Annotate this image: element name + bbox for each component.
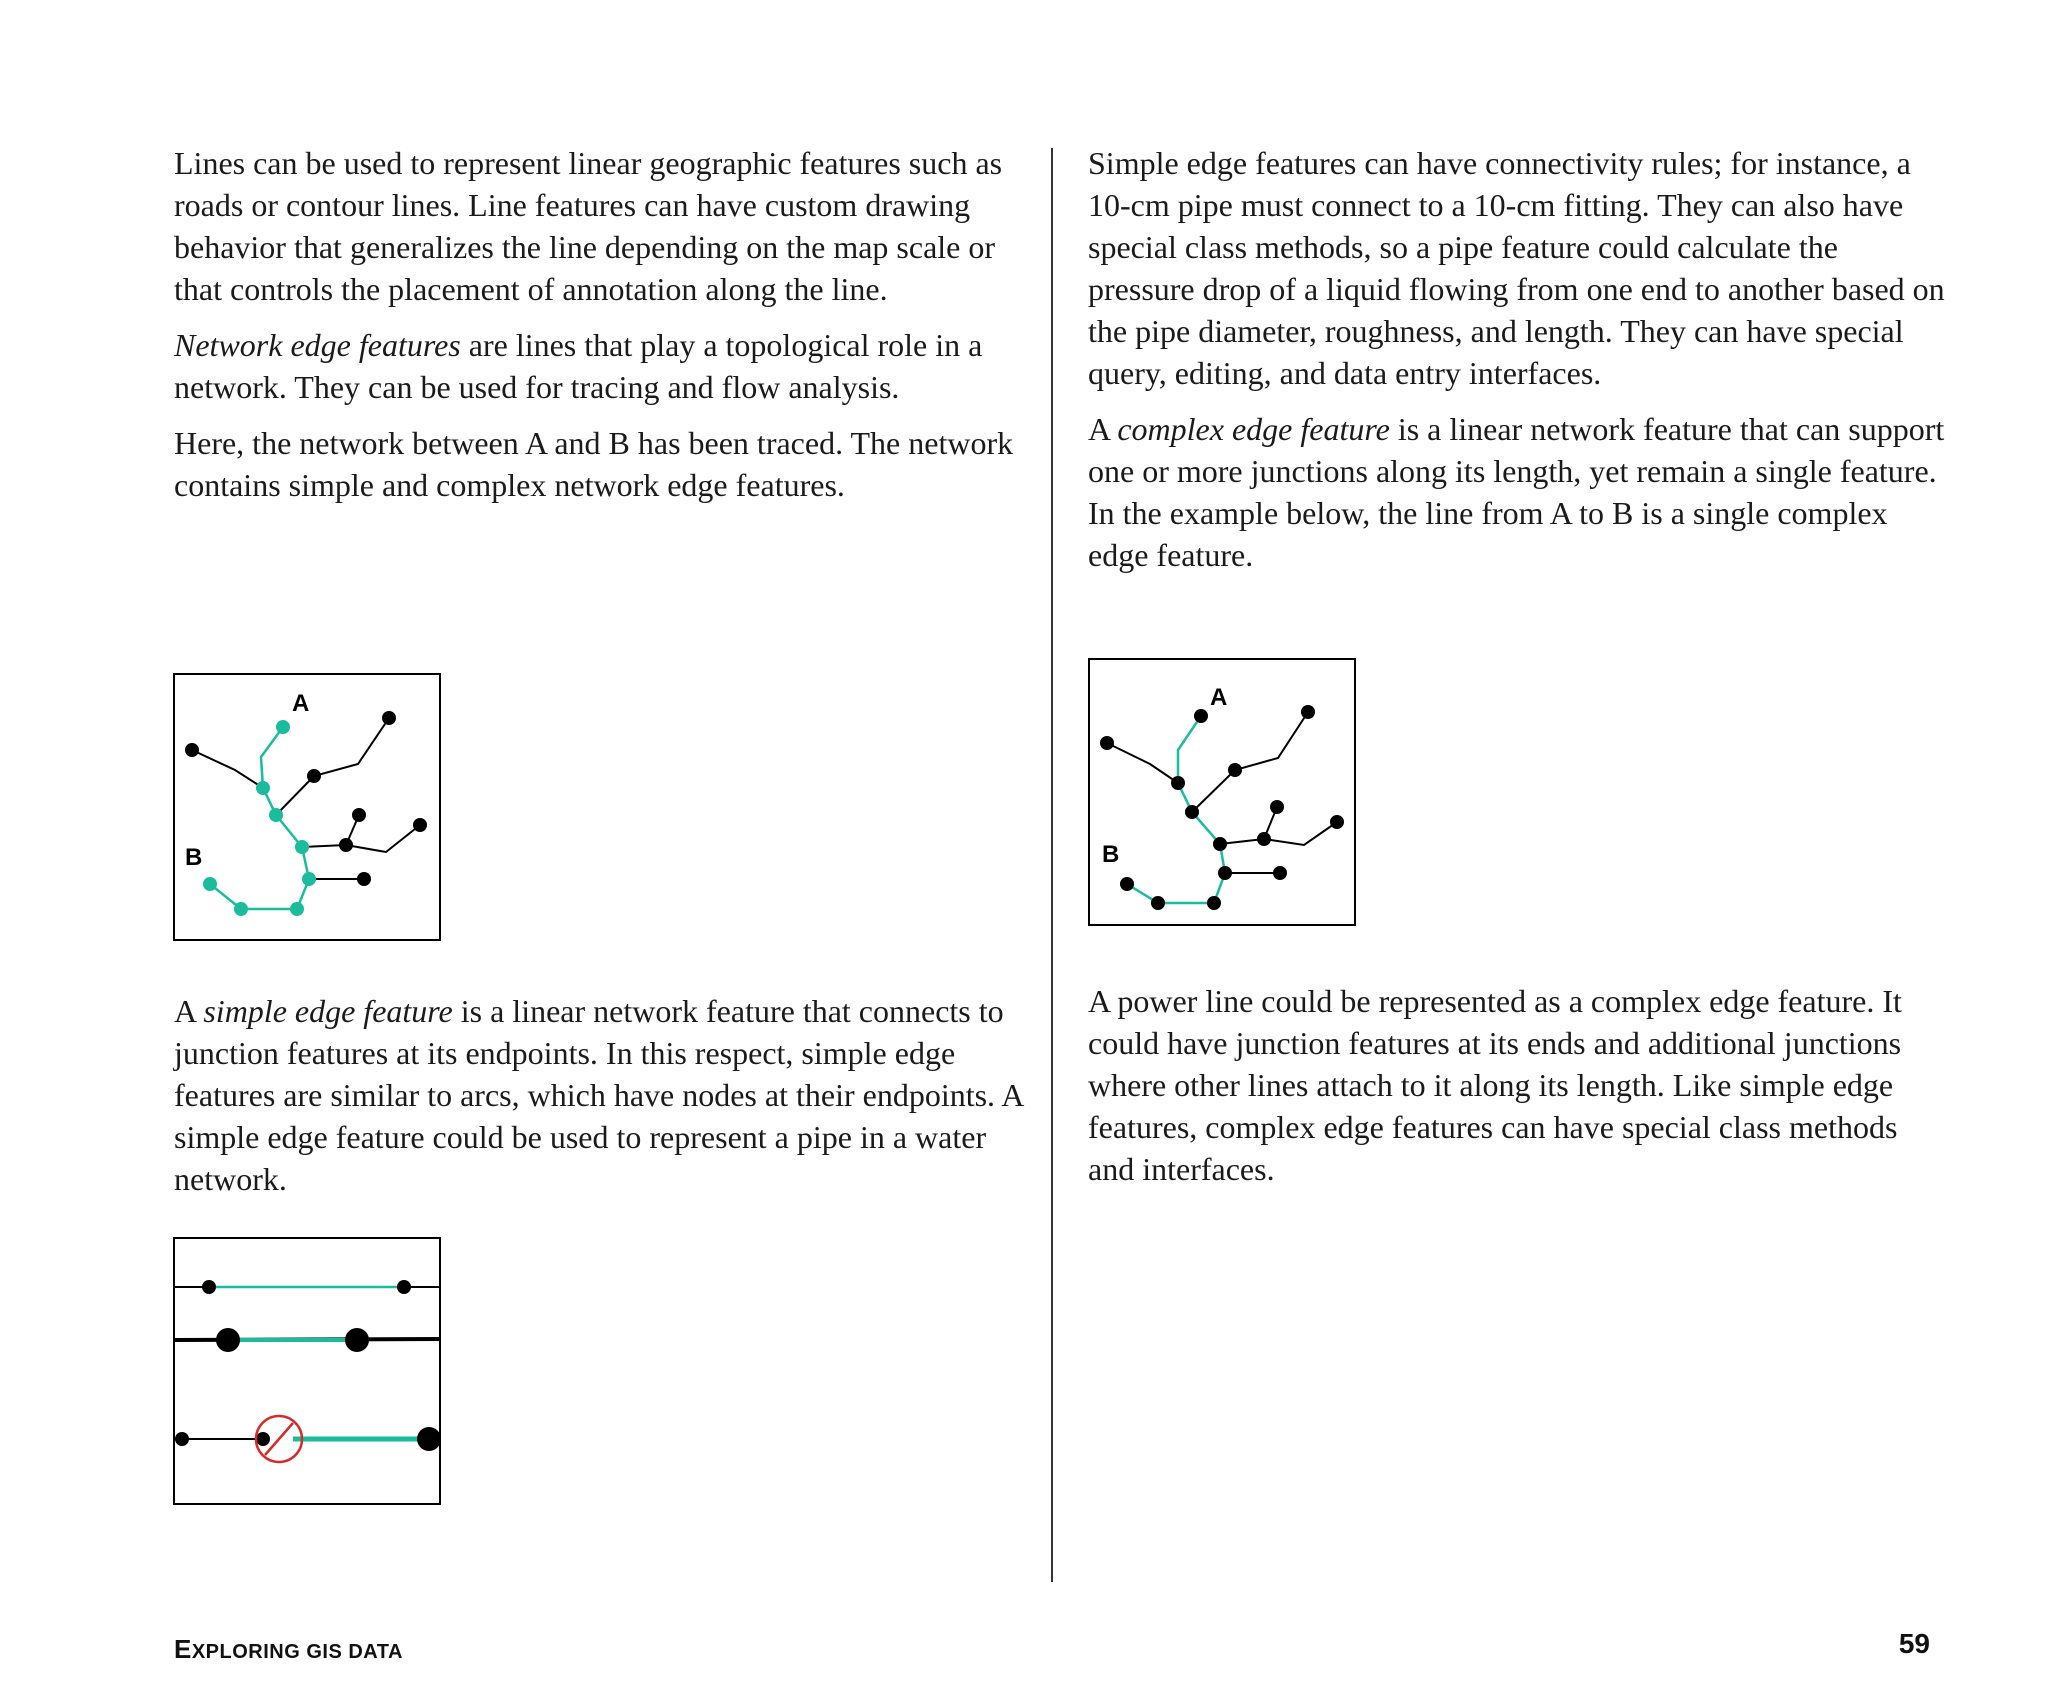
label-a: A xyxy=(292,690,310,717)
term-simple-edge-feature: simple edge feature xyxy=(203,993,453,1029)
right-column-bottom xyxy=(1088,980,1948,1190)
simple-edge-diagram xyxy=(175,1239,439,1503)
complex-edge-diagram xyxy=(1090,660,1354,924)
paragraph-simple-edge xyxy=(174,990,1024,1200)
label-b: B xyxy=(1102,841,1120,868)
footer-title-initial: E xyxy=(174,1634,192,1664)
traced-network-figure xyxy=(173,673,441,941)
paragraph-lines: Lines can be used to represent linear geographic features such as roads or contour lines. Line features can have custom drawing behavior that generalizes the line depending on the map scale or that controls the placement of annotation along the line. xyxy=(174,145,1003,307)
left-column-top xyxy=(174,142,1024,506)
footer-title-rest: XPLORING GIS DATA xyxy=(191,1641,403,1663)
term-network-edge-features: Network edge features xyxy=(174,327,461,363)
paragraph-network-edge xyxy=(174,324,1024,408)
paragraph-complex-edge-rest: is a linear network feature that can support one or more junctions along its length, yet remain a single feature. In the example below, the line from A to B is a single complex edge feature. xyxy=(1088,411,1945,573)
left-column-bottom xyxy=(174,990,1024,1200)
paragraph-power-line: A power line could be represented as a complex edge feature. It could have junction features at its ends and additional junctions where other lines attach to it along its length. Like simple edge features, complex edge features can have special class methods and interfaces. xyxy=(1088,983,1902,1187)
traced-network-diagram xyxy=(175,675,439,939)
complex-edge-figure xyxy=(1088,658,1356,926)
paragraph-connectivity: Simple edge features can have connectivity rules; for instance, a 10-cm pipe must connect to a 10-cm fitting. They can also have special class methods, so a pipe feature could calculate the pressure drop of a liquid flowing from one end to another based on the pipe diameter, roughness, and length. They can have special query, editing, and data entry interfaces. xyxy=(1088,145,1945,391)
label-b: B xyxy=(185,844,203,871)
paragraph-traced: Here, the network between A and B has been traced. The network contains simple and complex network edge features. xyxy=(174,425,1014,503)
page-number: 59 xyxy=(1898,1628,1930,1659)
label-a: A xyxy=(1210,684,1228,711)
paragraph-simple-edge-rest: is a linear network feature that connects to junction features at its endpoints. In this respect, simple edge features are similar to arcs, which have nodes at their endpoints. A simple edge feature could be used to represent a pipe in a water network. xyxy=(174,993,1023,1197)
paragraph-complex-edge-lead: A xyxy=(1088,411,1118,447)
term-complex-edge-feature: complex edge feature xyxy=(1117,411,1390,447)
column-divider xyxy=(1051,148,1053,1582)
right-column-top xyxy=(1088,142,1948,576)
paragraph-complex-edge xyxy=(1088,408,1948,576)
paragraph-network-edge-rest: are lines that play a topological role in a network. They can be used for tracing and flow analysis. xyxy=(174,327,983,405)
paragraph-simple-edge-lead: A xyxy=(174,993,204,1029)
simple-edge-figure xyxy=(173,1237,441,1505)
running-footer-title xyxy=(174,1634,403,1665)
